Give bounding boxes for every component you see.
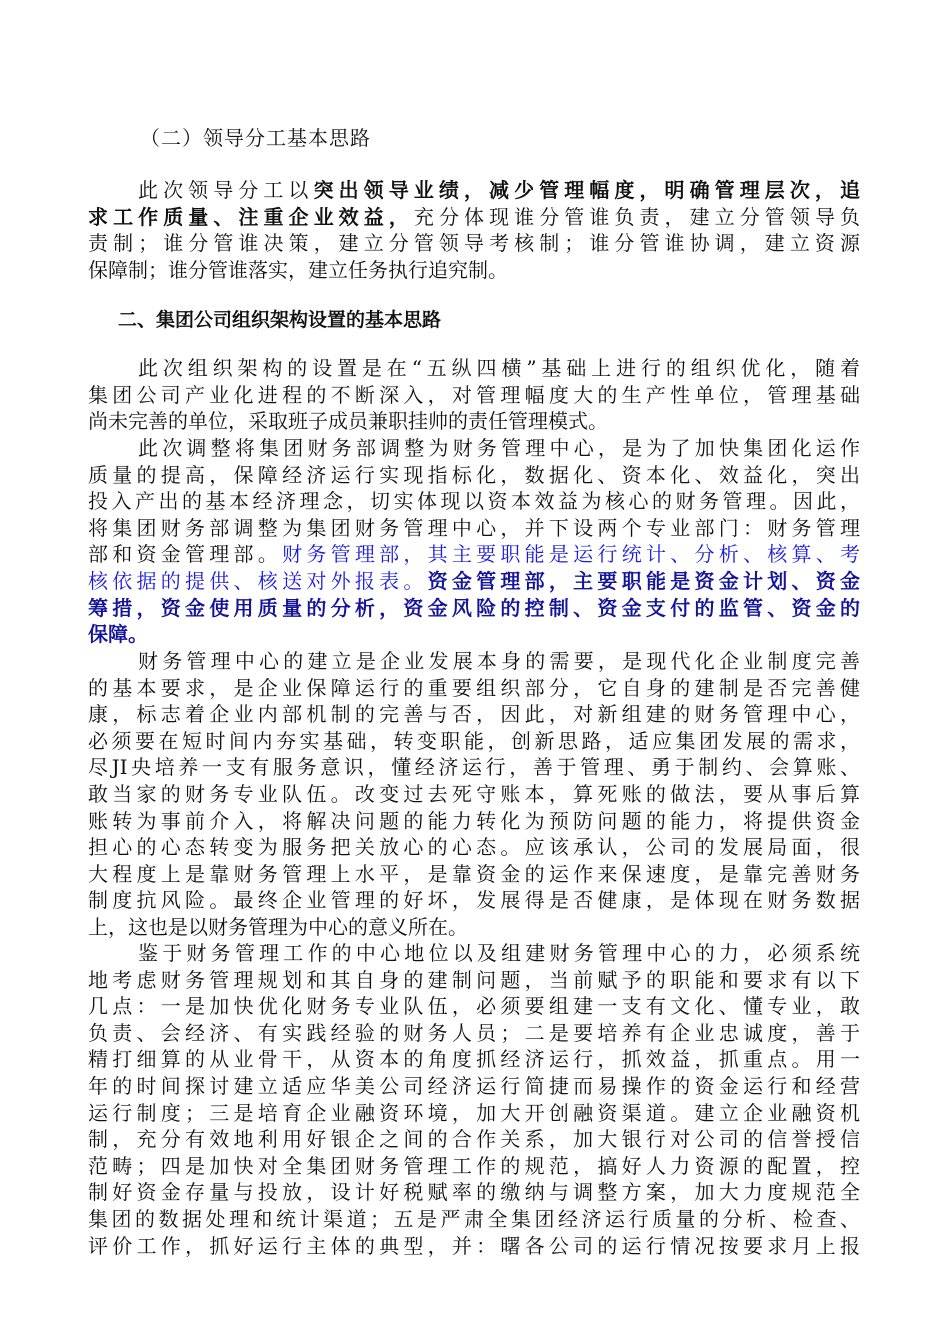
text-line: 尚未完善的单位，采取班子成员兼职挂帅的责任管理模式。 <box>88 409 608 434</box>
text-line: 此次组织架构的设置是在“五纵四横”基础上进行的组织优化，随着 <box>138 356 860 380</box>
text-line: 制，充分有效地利用好银企之间的合作关系，加大银行对公司的信誉授信 <box>88 1127 860 1152</box>
paragraph-finance-importance <box>88 648 860 941</box>
text-line: 精打细算的从业骨干，从资本的角度抓经济运行，抓效益，抓重点。用一 <box>88 1047 860 1072</box>
text-line: 保障。 <box>88 622 148 647</box>
text-run: 充分体现谁分管谁负责，建立分管领导负 <box>413 204 860 229</box>
text-line: 担心的心态转变为服务把关放心的心态。应该承认，公司的发展局面，很 <box>88 835 860 860</box>
section-heading: 二、集团公司组织架构设置的基本思路 <box>118 309 442 331</box>
bold-run: 突出领导业绩，减少管理幅度，明确管理层次，追 <box>313 178 860 202</box>
text-line: 尽JI央培养一支有服务意识，懂经济运行，善于管理、勇于制约、会算账、 <box>88 755 860 780</box>
text-line: 投入产出的基本经济理念，切实体现以资本效益为核心的财务管理。因此， <box>88 489 860 514</box>
text-line: 制好资金存量与投放，设计好税赋率的缴纳与调整方案，加大力度规范全 <box>88 1180 860 1205</box>
text-line: 的基本要求，是企业保障运行的重要组织部分，它自身的建制是否完善健 <box>88 675 860 700</box>
text-run: 部和资金管理部。 <box>88 542 283 567</box>
text-line <box>88 177 860 204</box>
text-line <box>88 541 860 568</box>
bold-run: 求工作质量、注重企业效益， <box>88 204 414 229</box>
text-line: 集团公司产业化进程的不断深入，对管理幅度大的生产性单位，管理基础 <box>88 382 860 407</box>
text-line: 运行制度；三是培育企业融资环境，加大开创融资渠道。建立企业融资机 <box>88 1100 860 1125</box>
text-line: 地考虑财务管理规划和其自身的建制问题，当前赋予的职能和要求有以下 <box>88 967 860 992</box>
highlight-run: 核依据的提供、核送对外报表。 <box>88 568 428 593</box>
text-line: 评价工作，抓好运行主体的典型，并：曙各公司的运行情况按要求月上报 <box>88 1233 860 1258</box>
text-line: 集团的数据处理和统计渠道；五是严肃全集团经济运行质量的分析、检查、 <box>88 1206 860 1231</box>
paragraph-finance-requirements <box>88 940 860 1259</box>
text-line: 康，标志着企业内部机制的完善与否，因此，对新组建的财务管理中心， <box>88 702 860 727</box>
subheading: （二）领导分工基本思路 <box>140 126 371 150</box>
text-line: 筹措，资金使用质量的分析，资金风险的控制、资金支付的监管、资金的 <box>88 595 860 620</box>
text-line: 账转为事前介入，将解决问题的能力转化为预防问题的能力，将提供资金 <box>88 808 860 833</box>
text-line <box>88 568 860 595</box>
text-line: 责制；谁分管谁决策，建立分管领导考核制；谁分管谁协调，建立资源 <box>88 231 860 256</box>
text-line: 敢当家的财务专业队伍。改变过去死守账本，算死账的做法，要从事后算 <box>88 781 860 806</box>
highlight-run: 财务管理部，其主要职能是运行统计、分析、核算、考 <box>282 542 860 567</box>
text-line: 上，这也是以财务管理为中心的意义所在。 <box>88 914 468 939</box>
text-line: 必须要在短时间内夯实基础，转变职能，创新思路，适应集团发展的需求， <box>88 728 860 753</box>
bold-highlight-run: 资金管理部，主要职能是资金计划、资金 <box>427 568 860 593</box>
text-line: 将集团财务部调整为集团财务管理中心，并下设两个专业部门：财务管理 <box>88 515 860 540</box>
text-line: 负责、会经济、有实践经验的财务人员；二是要培养有企业忠诚度，善于 <box>88 1020 860 1045</box>
text-line: 大程度上是靠财务管理上水平，是靠资金的运作来保速度，是靠完善财务 <box>88 861 860 886</box>
text-line: 财务管理中心的建立是企业发展本身的需要，是现代化企业制度完善 <box>138 649 860 673</box>
text-line <box>88 204 860 231</box>
text-line: 质量的提高，保障经济运行实现指标化，数据化、资本化、效益化，突出 <box>88 462 860 487</box>
text-line: 此次调整将集团财务部调整为财务管理中心，是为了加快集团化运作 <box>138 436 860 460</box>
text-line: 保障制；谁分管谁落实，建立任务执行追究制。 <box>88 257 508 282</box>
text-line: 鉴于财务管理工作的中心地位以及组建财务管理中心的力，必须系统 <box>138 941 860 965</box>
text-line: 范畴；四是加快对全集团财务管理工作的规范，搞好人力资源的配置，控 <box>88 1153 860 1178</box>
paragraph-finance-center <box>88 435 860 648</box>
text-run: 此次领导分工以 <box>138 178 314 202</box>
text-line: 几点：一是加快优化财务专业队伍，必须要组建一支有文化、懂专业，敢 <box>88 994 860 1019</box>
text-line: 制度抗风险。最终企业管理的好坏，发展得是否健康，是体现在财务数据 <box>88 888 860 913</box>
paragraph-org-optimization <box>88 355 860 435</box>
paragraph-leadership-division <box>88 177 860 283</box>
text-line: 年的时间探讨建立适应华美公司经济运行简捷而易操作的资金运行和经营 <box>88 1073 860 1098</box>
